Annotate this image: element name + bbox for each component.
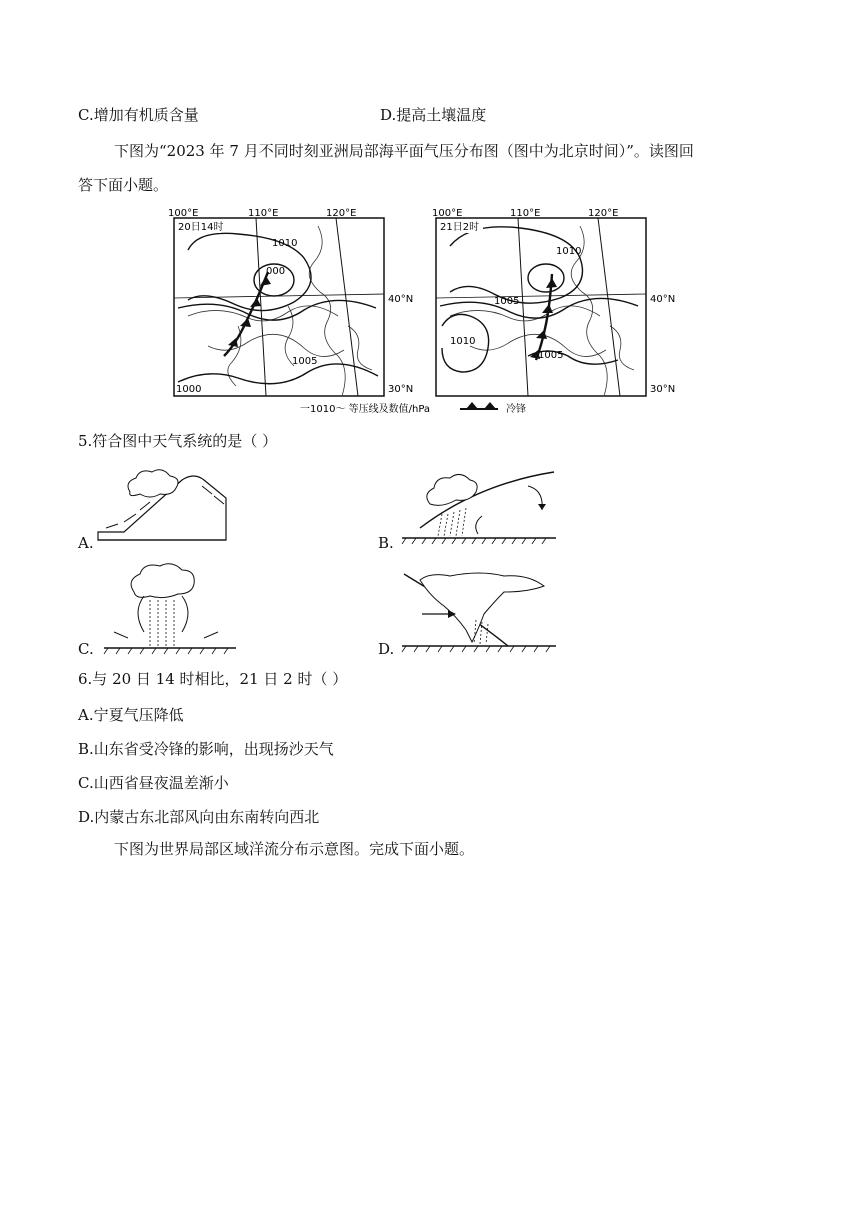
legend-front: 冷锋 xyxy=(506,404,526,415)
left-iso-000: 000 xyxy=(266,266,286,277)
pressure-maps-figure xyxy=(168,206,688,422)
diagram-b-front xyxy=(398,464,560,548)
option-c-prev: C.增加有机质含量 xyxy=(78,106,199,124)
left-lon-100: 100°E xyxy=(168,208,199,219)
lat-30n-left: 30°N xyxy=(388,384,414,395)
q6-option-d: D.内蒙古东北部风向由东南转向西北 xyxy=(78,808,320,826)
legend-isobar: 一1010～ 等压线及数值/hPa xyxy=(300,404,431,415)
q5-label-c: C. xyxy=(78,640,94,658)
q6-option-b: B.山东省受冷锋的影响，出现扬沙天气 xyxy=(78,740,334,758)
diagram-a-orographic xyxy=(94,466,234,546)
diagram-c-convection xyxy=(100,562,240,656)
q5-label-d: D. xyxy=(378,640,395,658)
right-time-label: 21日2时 xyxy=(440,222,480,233)
intro-2: 下图为世界局部区域洋流分布示意图。完成下面小题。 xyxy=(114,840,475,858)
option-d-prev: D.提高土壤温度 xyxy=(380,106,487,124)
left-iso-1000: 1000 xyxy=(176,384,202,395)
right-iso-1005-bottom: 1005 xyxy=(538,350,564,361)
right-iso-1005-top: 1005 xyxy=(494,296,520,307)
lat-40n-left: 40°N xyxy=(388,294,414,305)
lat-40n-right: 40°N xyxy=(650,294,676,305)
map-left xyxy=(168,208,384,396)
map-right xyxy=(432,208,646,396)
right-iso-1010-left: 1010 xyxy=(450,336,476,347)
right-lon-110: 110°E xyxy=(510,208,541,219)
intro-line-1: 下图为“2023 年 7 月不同时刻亚洲局部海平面气压分布图（图中为北京时间）”。读图回 xyxy=(114,142,694,160)
q6-stem: 6.与 20 日 14 时相比，21 日 2 时（ ） xyxy=(78,670,348,688)
left-lon-120: 120°E xyxy=(326,208,357,219)
intro-line-2: 答下面小题。 xyxy=(78,176,169,194)
q6-option-a: A.宁夏气压降低 xyxy=(78,706,184,724)
right-lon-100: 100°E xyxy=(432,208,463,219)
lat-30n-right: 30°N xyxy=(650,384,676,395)
right-iso-1010-top: 1010 xyxy=(556,246,582,257)
right-lon-120: 120°E xyxy=(588,208,619,219)
left-lon-110: 110°E xyxy=(248,208,279,219)
left-time-label: 20日14时 xyxy=(178,222,224,233)
diagram-d-coldfront xyxy=(398,566,560,656)
left-iso-1005: 1005 xyxy=(292,356,318,367)
q5-stem: 5.符合图中天气系统的是（ ） xyxy=(78,432,278,450)
q6-option-c: C.山西省昼夜温差渐小 xyxy=(78,774,229,792)
q5-label-b: B. xyxy=(378,534,394,552)
left-iso-1010: 1010 xyxy=(272,238,298,249)
q5-label-a: A. xyxy=(78,534,94,552)
